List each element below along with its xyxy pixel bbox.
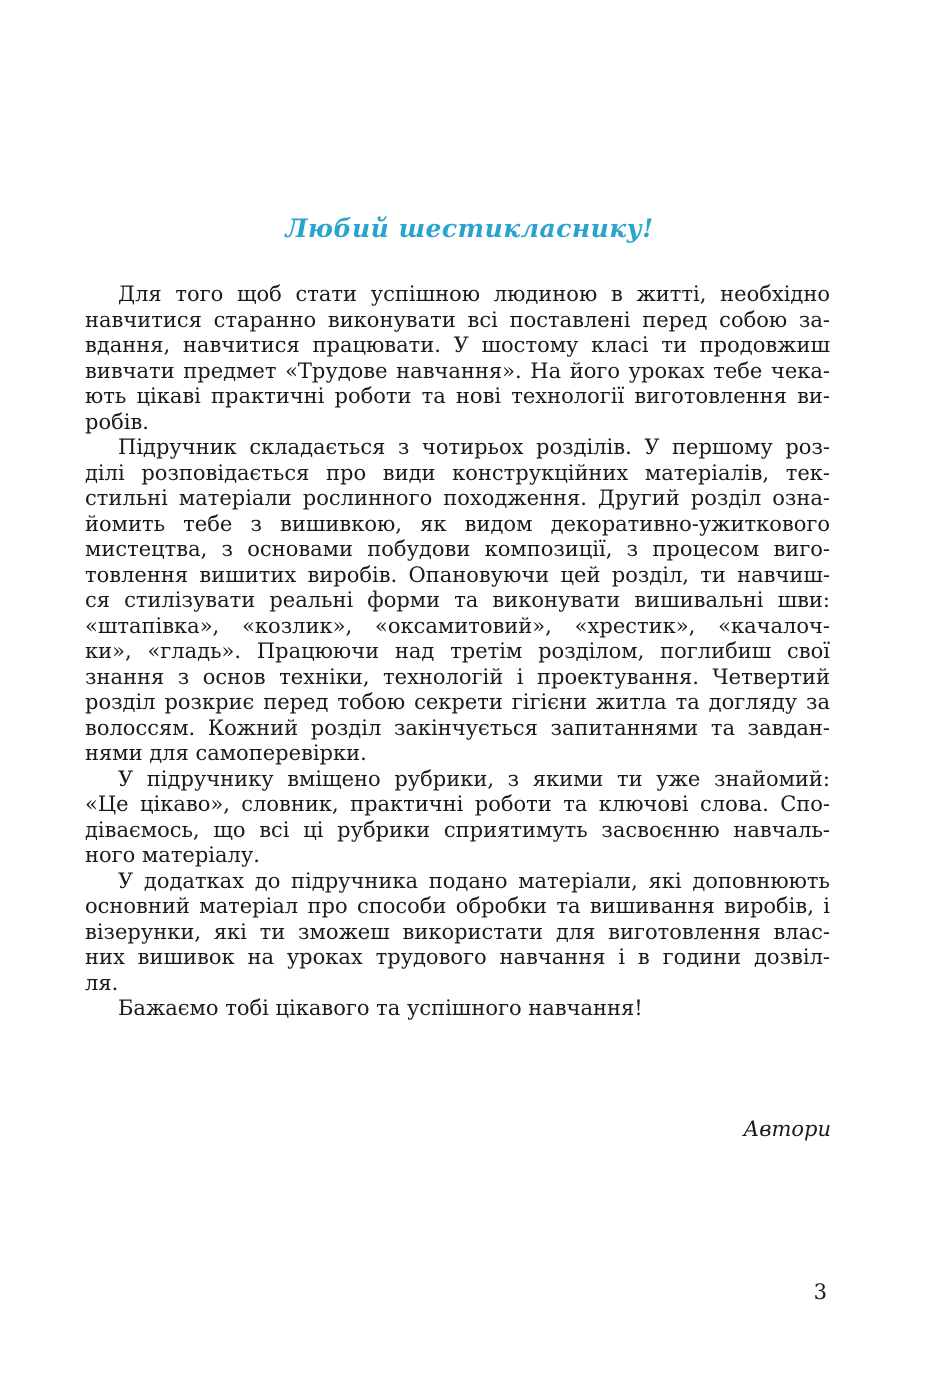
text-line: робів. — [85, 409, 149, 434]
text-line: розділ розкриє перед тобою секрети гігієни житла та догляду за — [85, 690, 830, 714]
body-text — [85, 282, 830, 1022]
text-line: діваємось, що всі ці рубрики сприятимуть засвоєнню навчаль- — [85, 817, 830, 842]
text-line: них вишивок на уроках трудового навчання і в години дозвіл- — [85, 945, 830, 969]
text-line: волоссям. Кожний розділ закінчується запитаннями та завдан- — [85, 715, 830, 740]
page-number: 3 — [813, 1280, 827, 1304]
text-line: ють цікаві практичні роботи та нові технології виготовлення ви- — [85, 384, 830, 408]
text-line: стильні матеріали рослинного походження. Другий розділ озна- — [85, 486, 830, 510]
text-line: навчитися старанно виконувати всі поставлені перед собою за- — [85, 307, 830, 332]
text-line: У додатках до підручника подано матеріали, які доповнюють — [118, 868, 830, 893]
text-line: ного матеріалу. — [85, 843, 260, 867]
text-line: Для того щоб стати успішною людиною в житті, необхідно — [118, 282, 830, 306]
text-line: ки», «гладь». Працюючи над третім розділом, поглибиш свої — [85, 639, 830, 663]
text-line: «штапівка», «козлик», «оксамитовий», «хрестик», «качалоч- — [85, 613, 830, 638]
text-line: ділі розповідається про види конструкційних матеріалів, тек- — [85, 460, 830, 485]
text-line: вдання, навчитися працювати. У шостому класі ти продовжиш — [85, 333, 830, 357]
text-line: товлення вишитих виробів. Опановуючи цей розділ, ти навчиш- — [85, 562, 830, 587]
text-line: нями для самоперевірки. — [85, 741, 367, 765]
text-line: візерунки, які ти зможеш використати для виготовлення влас- — [85, 919, 830, 944]
text-line: Бажаємо тобі цікавого та успішного навчання! — [118, 996, 643, 1020]
text-line: знання з основ техніки, технологій і проектування. Четвертий — [85, 664, 830, 689]
text-line: ля. — [85, 970, 119, 995]
text-line: мистецтва, з основами побудови композиції, з процесом виго- — [85, 537, 830, 561]
text-line: У підручнику вміщено рубрики, з якими ти уже знайомий: — [118, 766, 830, 791]
text-line: Підручник складається з чотирьох розділів. У першому роз- — [118, 435, 830, 459]
text-line: ся стилізувати реальні форми та виконувати вишивальні шви: — [85, 588, 830, 612]
text-line: «Це цікаво», словник, практичні роботи та ключові слова. Спо- — [85, 792, 830, 816]
text-line: основний матеріал про способи обробки та вишивання виробів, і — [85, 894, 830, 918]
page-heading: Любий шестикласнику! — [285, 214, 654, 243]
authors-signature: Автори — [743, 1117, 831, 1141]
text-line: йомить тебе з вишивкою, як видом декоративно-ужиткового — [85, 511, 830, 536]
text-line: вивчати предмет «Трудове навчання». На його уроках тебе чека- — [85, 358, 830, 383]
